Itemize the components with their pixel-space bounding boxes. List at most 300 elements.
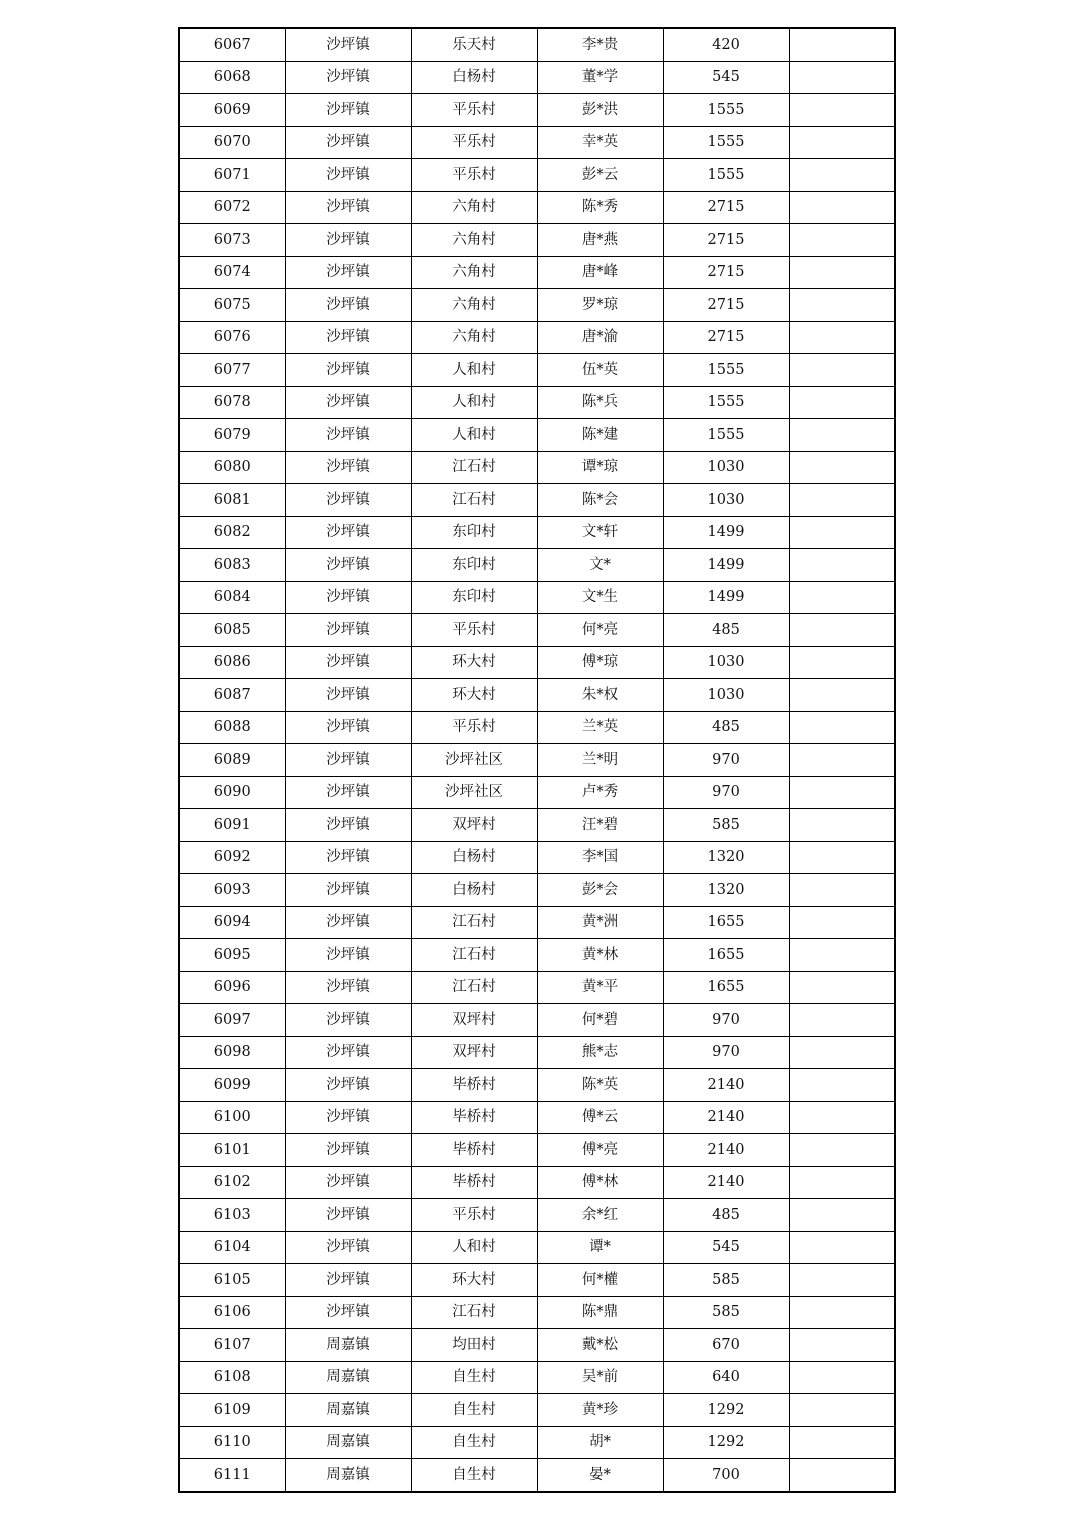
village-cell: 毕桥村 xyxy=(411,1134,537,1167)
row-number-cell: 6089 xyxy=(179,744,285,777)
village-cell: 自生村 xyxy=(411,1361,537,1394)
village-cell: 环大村 xyxy=(411,679,537,712)
amount-cell: 1655 xyxy=(663,971,789,1004)
village-cell: 白杨村 xyxy=(411,841,537,874)
amount-cell: 2140 xyxy=(663,1134,789,1167)
table-row xyxy=(179,516,895,549)
name-cell: 董*学 xyxy=(537,61,663,94)
row-number-cell: 6093 xyxy=(179,874,285,907)
name-cell: 朱*权 xyxy=(537,679,663,712)
table-row xyxy=(179,1101,895,1134)
amount-cell: 485 xyxy=(663,1199,789,1232)
table-row xyxy=(179,256,895,289)
table-row xyxy=(179,809,895,842)
village-cell: 六角村 xyxy=(411,321,537,354)
note-cell xyxy=(789,516,895,549)
village-cell: 双坪村 xyxy=(411,1036,537,1069)
amount-cell: 1499 xyxy=(663,549,789,582)
table-row xyxy=(179,386,895,419)
town-cell: 周嘉镇 xyxy=(285,1459,411,1492)
table-row xyxy=(179,1166,895,1199)
village-cell: 江石村 xyxy=(411,971,537,1004)
village-cell: 平乐村 xyxy=(411,614,537,647)
note-cell xyxy=(789,224,895,257)
village-cell: 环大村 xyxy=(411,646,537,679)
village-cell: 江石村 xyxy=(411,451,537,484)
amount-cell: 485 xyxy=(663,711,789,744)
amount-cell: 1555 xyxy=(663,94,789,127)
amount-cell: 2715 xyxy=(663,224,789,257)
table-row xyxy=(179,874,895,907)
town-cell: 周嘉镇 xyxy=(285,1361,411,1394)
note-cell xyxy=(789,874,895,907)
row-number-cell: 6082 xyxy=(179,516,285,549)
village-cell: 东印村 xyxy=(411,516,537,549)
note-cell xyxy=(789,419,895,452)
name-cell: 何*權 xyxy=(537,1264,663,1297)
beneficiary-table xyxy=(178,27,896,1493)
town-cell: 沙坪镇 xyxy=(285,1264,411,1297)
amount-cell: 545 xyxy=(663,61,789,94)
row-number-cell: 6070 xyxy=(179,126,285,159)
note-cell xyxy=(789,1296,895,1329)
amount-cell: 2715 xyxy=(663,321,789,354)
town-cell: 沙坪镇 xyxy=(285,354,411,387)
table-row xyxy=(179,1036,895,1069)
town-cell: 沙坪镇 xyxy=(285,289,411,322)
town-cell: 沙坪镇 xyxy=(285,224,411,257)
table-row xyxy=(179,1426,895,1459)
amount-cell: 1555 xyxy=(663,419,789,452)
table-row xyxy=(179,1394,895,1427)
town-cell: 沙坪镇 xyxy=(285,1231,411,1264)
name-cell: 文* xyxy=(537,549,663,582)
row-number-cell: 6090 xyxy=(179,776,285,809)
town-cell: 沙坪镇 xyxy=(285,1166,411,1199)
amount-cell: 1292 xyxy=(663,1426,789,1459)
village-cell: 江石村 xyxy=(411,484,537,517)
village-cell: 人和村 xyxy=(411,354,537,387)
note-cell xyxy=(789,1069,895,1102)
name-cell: 戴*松 xyxy=(537,1329,663,1362)
name-cell: 余*红 xyxy=(537,1199,663,1232)
row-number-cell: 6099 xyxy=(179,1069,285,1102)
village-cell: 人和村 xyxy=(411,1231,537,1264)
name-cell: 陈*兵 xyxy=(537,386,663,419)
name-cell: 彭*会 xyxy=(537,874,663,907)
village-cell: 六角村 xyxy=(411,191,537,224)
town-cell: 沙坪镇 xyxy=(285,126,411,159)
town-cell: 沙坪镇 xyxy=(285,61,411,94)
name-cell: 黄*珍 xyxy=(537,1394,663,1427)
row-number-cell: 6111 xyxy=(179,1459,285,1492)
note-cell xyxy=(789,1329,895,1362)
town-cell: 沙坪镇 xyxy=(285,1101,411,1134)
note-cell xyxy=(789,1036,895,1069)
note-cell xyxy=(789,939,895,972)
name-cell: 傅*亮 xyxy=(537,1134,663,1167)
row-number-cell: 6107 xyxy=(179,1329,285,1362)
note-cell xyxy=(789,386,895,419)
town-cell: 沙坪镇 xyxy=(285,28,411,61)
note-cell xyxy=(789,256,895,289)
village-cell: 沙坪社区 xyxy=(411,776,537,809)
note-cell xyxy=(789,1199,895,1232)
name-cell: 卢*秀 xyxy=(537,776,663,809)
name-cell: 傅*云 xyxy=(537,1101,663,1134)
amount-cell: 485 xyxy=(663,614,789,647)
village-cell: 人和村 xyxy=(411,419,537,452)
town-cell: 沙坪镇 xyxy=(285,451,411,484)
amount-cell: 970 xyxy=(663,776,789,809)
note-cell xyxy=(789,126,895,159)
town-cell: 沙坪镇 xyxy=(285,1134,411,1167)
row-number-cell: 6100 xyxy=(179,1101,285,1134)
table-row xyxy=(179,679,895,712)
amount-cell: 2140 xyxy=(663,1101,789,1134)
town-cell: 沙坪镇 xyxy=(285,256,411,289)
note-cell xyxy=(789,1426,895,1459)
town-cell: 沙坪镇 xyxy=(285,1296,411,1329)
table-row xyxy=(179,1069,895,1102)
town-cell: 周嘉镇 xyxy=(285,1329,411,1362)
table-row xyxy=(179,1004,895,1037)
note-cell xyxy=(789,451,895,484)
amount-cell: 700 xyxy=(663,1459,789,1492)
row-number-cell: 6073 xyxy=(179,224,285,257)
name-cell: 李*国 xyxy=(537,841,663,874)
note-cell xyxy=(789,711,895,744)
name-cell: 兰*英 xyxy=(537,711,663,744)
note-cell xyxy=(789,1394,895,1427)
name-cell: 吴*前 xyxy=(537,1361,663,1394)
note-cell xyxy=(789,1459,895,1492)
name-cell: 彭*云 xyxy=(537,159,663,192)
town-cell: 沙坪镇 xyxy=(285,516,411,549)
table-row xyxy=(179,1199,895,1232)
name-cell: 彭*洪 xyxy=(537,94,663,127)
row-number-cell: 6104 xyxy=(179,1231,285,1264)
name-cell: 何*亮 xyxy=(537,614,663,647)
amount-cell: 1655 xyxy=(663,906,789,939)
village-cell: 自生村 xyxy=(411,1459,537,1492)
row-number-cell: 6077 xyxy=(179,354,285,387)
name-cell: 唐*峰 xyxy=(537,256,663,289)
amount-cell: 1030 xyxy=(663,484,789,517)
amount-cell: 670 xyxy=(663,1329,789,1362)
amount-cell: 1655 xyxy=(663,939,789,972)
row-number-cell: 6088 xyxy=(179,711,285,744)
village-cell: 江石村 xyxy=(411,939,537,972)
table-row xyxy=(179,581,895,614)
row-number-cell: 6084 xyxy=(179,581,285,614)
town-cell: 沙坪镇 xyxy=(285,841,411,874)
village-cell: 江石村 xyxy=(411,906,537,939)
note-cell xyxy=(789,354,895,387)
note-cell xyxy=(789,971,895,1004)
village-cell: 白杨村 xyxy=(411,874,537,907)
note-cell xyxy=(789,1101,895,1134)
row-number-cell: 6106 xyxy=(179,1296,285,1329)
row-number-cell: 6080 xyxy=(179,451,285,484)
row-number-cell: 6068 xyxy=(179,61,285,94)
note-cell xyxy=(789,646,895,679)
town-cell: 沙坪镇 xyxy=(285,159,411,192)
name-cell: 陈*秀 xyxy=(537,191,663,224)
table-row xyxy=(179,126,895,159)
row-number-cell: 6076 xyxy=(179,321,285,354)
note-cell xyxy=(789,28,895,61)
name-cell: 陈*会 xyxy=(537,484,663,517)
village-cell: 平乐村 xyxy=(411,126,537,159)
village-cell: 六角村 xyxy=(411,224,537,257)
town-cell: 周嘉镇 xyxy=(285,1394,411,1427)
town-cell: 沙坪镇 xyxy=(285,549,411,582)
table-row xyxy=(179,646,895,679)
amount-cell: 1555 xyxy=(663,354,789,387)
table-row xyxy=(179,841,895,874)
town-cell: 沙坪镇 xyxy=(285,874,411,907)
row-number-cell: 6109 xyxy=(179,1394,285,1427)
note-cell xyxy=(789,159,895,192)
table-row xyxy=(179,1329,895,1362)
note-cell xyxy=(789,581,895,614)
note-cell xyxy=(789,321,895,354)
name-cell: 汪*碧 xyxy=(537,809,663,842)
town-cell: 沙坪镇 xyxy=(285,94,411,127)
table-row xyxy=(179,191,895,224)
table-row xyxy=(179,28,895,61)
name-cell: 谭*琼 xyxy=(537,451,663,484)
name-cell: 唐*燕 xyxy=(537,224,663,257)
amount-cell: 585 xyxy=(663,809,789,842)
note-cell xyxy=(789,94,895,127)
table-row xyxy=(179,321,895,354)
name-cell: 何*碧 xyxy=(537,1004,663,1037)
name-cell: 唐*渝 xyxy=(537,321,663,354)
table-row xyxy=(179,939,895,972)
village-cell: 沙坪社区 xyxy=(411,744,537,777)
town-cell: 沙坪镇 xyxy=(285,1004,411,1037)
row-number-cell: 6083 xyxy=(179,549,285,582)
village-cell: 平乐村 xyxy=(411,1199,537,1232)
row-number-cell: 6110 xyxy=(179,1426,285,1459)
name-cell: 李*贵 xyxy=(537,28,663,61)
table-row xyxy=(179,1231,895,1264)
row-number-cell: 6103 xyxy=(179,1199,285,1232)
name-cell: 幸*英 xyxy=(537,126,663,159)
town-cell: 沙坪镇 xyxy=(285,646,411,679)
village-cell: 白杨村 xyxy=(411,61,537,94)
note-cell xyxy=(789,809,895,842)
row-number-cell: 6094 xyxy=(179,906,285,939)
name-cell: 晏* xyxy=(537,1459,663,1492)
amount-cell: 585 xyxy=(663,1296,789,1329)
table-row xyxy=(179,224,895,257)
table-row xyxy=(179,1264,895,1297)
village-cell: 平乐村 xyxy=(411,711,537,744)
amount-cell: 545 xyxy=(663,1231,789,1264)
village-cell: 双坪村 xyxy=(411,1004,537,1037)
name-cell: 伍*英 xyxy=(537,354,663,387)
amount-cell: 585 xyxy=(663,1264,789,1297)
note-cell xyxy=(789,191,895,224)
row-number-cell: 6095 xyxy=(179,939,285,972)
amount-cell: 2140 xyxy=(663,1166,789,1199)
table-row xyxy=(179,94,895,127)
town-cell: 沙坪镇 xyxy=(285,939,411,972)
table-row xyxy=(179,744,895,777)
town-cell: 沙坪镇 xyxy=(285,614,411,647)
row-number-cell: 6101 xyxy=(179,1134,285,1167)
table-row xyxy=(179,906,895,939)
name-cell: 傅*琼 xyxy=(537,646,663,679)
name-cell: 陈*建 xyxy=(537,419,663,452)
name-cell: 傅*林 xyxy=(537,1166,663,1199)
amount-cell: 2715 xyxy=(663,191,789,224)
note-cell xyxy=(789,1134,895,1167)
table-row xyxy=(179,776,895,809)
town-cell: 沙坪镇 xyxy=(285,971,411,1004)
table-row xyxy=(179,549,895,582)
table-row xyxy=(179,1361,895,1394)
name-cell: 陈*鼎 xyxy=(537,1296,663,1329)
row-number-cell: 6102 xyxy=(179,1166,285,1199)
town-cell: 沙坪镇 xyxy=(285,581,411,614)
note-cell xyxy=(789,906,895,939)
table-row xyxy=(179,289,895,322)
row-number-cell: 6078 xyxy=(179,386,285,419)
town-cell: 沙坪镇 xyxy=(285,321,411,354)
row-number-cell: 6075 xyxy=(179,289,285,322)
village-cell: 毕桥村 xyxy=(411,1101,537,1134)
amount-cell: 1030 xyxy=(663,679,789,712)
table-row xyxy=(179,1296,895,1329)
village-cell: 毕桥村 xyxy=(411,1166,537,1199)
row-number-cell: 6097 xyxy=(179,1004,285,1037)
village-cell: 均田村 xyxy=(411,1329,537,1362)
village-cell: 乐天村 xyxy=(411,28,537,61)
row-number-cell: 6085 xyxy=(179,614,285,647)
village-cell: 环大村 xyxy=(411,1264,537,1297)
row-number-cell: 6087 xyxy=(179,679,285,712)
village-cell: 六角村 xyxy=(411,256,537,289)
name-cell: 黄*林 xyxy=(537,939,663,972)
amount-cell: 1030 xyxy=(663,451,789,484)
note-cell xyxy=(789,1264,895,1297)
name-cell: 胡* xyxy=(537,1426,663,1459)
name-cell: 兰*明 xyxy=(537,744,663,777)
row-number-cell: 6092 xyxy=(179,841,285,874)
note-cell xyxy=(789,484,895,517)
amount-cell: 1320 xyxy=(663,874,789,907)
row-number-cell: 6072 xyxy=(179,191,285,224)
village-cell: 自生村 xyxy=(411,1426,537,1459)
town-cell: 沙坪镇 xyxy=(285,679,411,712)
amount-cell: 1292 xyxy=(663,1394,789,1427)
village-cell: 双坪村 xyxy=(411,809,537,842)
amount-cell: 970 xyxy=(663,1004,789,1037)
town-cell: 沙坪镇 xyxy=(285,744,411,777)
amount-cell: 2715 xyxy=(663,256,789,289)
table-row xyxy=(179,451,895,484)
village-cell: 毕桥村 xyxy=(411,1069,537,1102)
village-cell: 六角村 xyxy=(411,289,537,322)
note-cell xyxy=(789,614,895,647)
row-number-cell: 6079 xyxy=(179,419,285,452)
table-row xyxy=(179,1459,895,1492)
table-row xyxy=(179,354,895,387)
table-row xyxy=(179,484,895,517)
amount-cell: 420 xyxy=(663,28,789,61)
town-cell: 周嘉镇 xyxy=(285,1426,411,1459)
village-cell: 平乐村 xyxy=(411,159,537,192)
row-number-cell: 6098 xyxy=(179,1036,285,1069)
town-cell: 沙坪镇 xyxy=(285,711,411,744)
table-row xyxy=(179,61,895,94)
town-cell: 沙坪镇 xyxy=(285,419,411,452)
row-number-cell: 6081 xyxy=(179,484,285,517)
town-cell: 沙坪镇 xyxy=(285,1069,411,1102)
amount-cell: 1555 xyxy=(663,126,789,159)
row-number-cell: 6074 xyxy=(179,256,285,289)
village-cell: 江石村 xyxy=(411,1296,537,1329)
amount-cell: 2140 xyxy=(663,1069,789,1102)
row-number-cell: 6071 xyxy=(179,159,285,192)
name-cell: 文*轩 xyxy=(537,516,663,549)
village-cell: 人和村 xyxy=(411,386,537,419)
table-body xyxy=(179,28,895,1492)
table-row xyxy=(179,614,895,647)
note-cell xyxy=(789,61,895,94)
town-cell: 沙坪镇 xyxy=(285,906,411,939)
amount-cell: 970 xyxy=(663,1036,789,1069)
note-cell xyxy=(789,549,895,582)
amount-cell: 2715 xyxy=(663,289,789,322)
town-cell: 沙坪镇 xyxy=(285,776,411,809)
note-cell xyxy=(789,679,895,712)
table-row xyxy=(179,419,895,452)
town-cell: 沙坪镇 xyxy=(285,484,411,517)
village-cell: 自生村 xyxy=(411,1394,537,1427)
village-cell: 东印村 xyxy=(411,549,537,582)
name-cell: 文*生 xyxy=(537,581,663,614)
note-cell xyxy=(789,1166,895,1199)
note-cell xyxy=(789,1004,895,1037)
row-number-cell: 6091 xyxy=(179,809,285,842)
village-cell: 东印村 xyxy=(411,581,537,614)
row-number-cell: 6086 xyxy=(179,646,285,679)
amount-cell: 1555 xyxy=(663,159,789,192)
row-number-cell: 6096 xyxy=(179,971,285,1004)
name-cell: 黄*平 xyxy=(537,971,663,1004)
name-cell: 罗*琼 xyxy=(537,289,663,322)
village-cell: 平乐村 xyxy=(411,94,537,127)
table-row xyxy=(179,1134,895,1167)
row-number-cell: 6108 xyxy=(179,1361,285,1394)
amount-cell: 1320 xyxy=(663,841,789,874)
note-cell xyxy=(789,289,895,322)
table-row xyxy=(179,971,895,1004)
amount-cell: 1499 xyxy=(663,581,789,614)
note-cell xyxy=(789,1231,895,1264)
town-cell: 沙坪镇 xyxy=(285,809,411,842)
town-cell: 沙坪镇 xyxy=(285,1036,411,1069)
note-cell xyxy=(789,1361,895,1394)
row-number-cell: 6069 xyxy=(179,94,285,127)
amount-cell: 1030 xyxy=(663,646,789,679)
note-cell xyxy=(789,776,895,809)
